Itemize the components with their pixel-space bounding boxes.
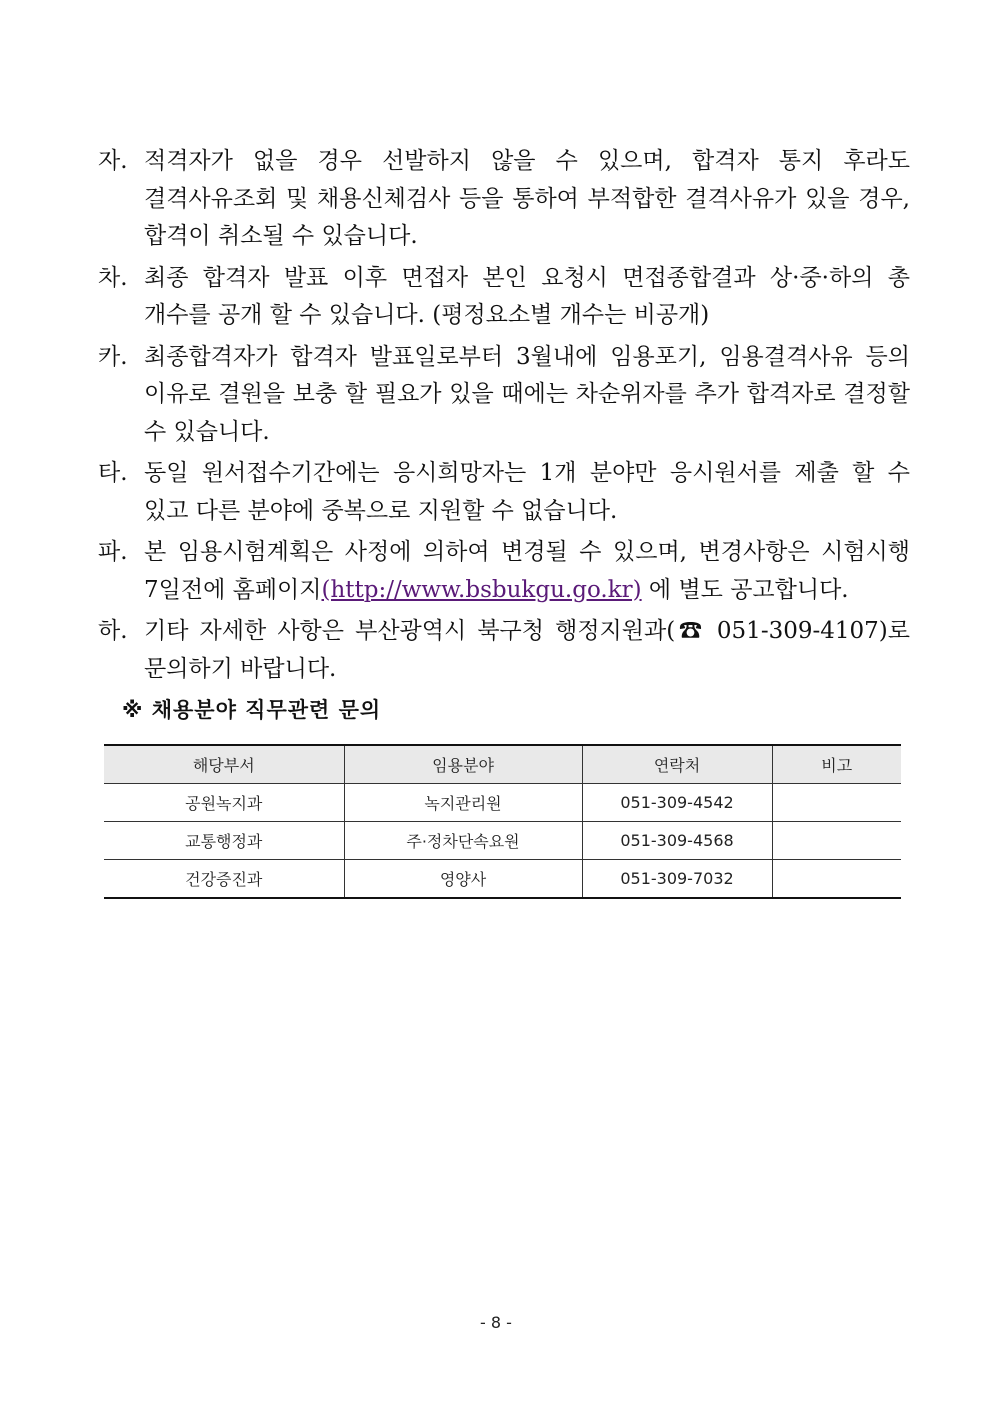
item-marker: 파. bbox=[98, 539, 128, 565]
table-row bbox=[104, 860, 901, 899]
item-text: 적격자가 없을 경우 선발하지 않을 수 있으며, 합격자 통지 후라도 결격사유조회 및 채용신체검사 등을 통하여 부적합한 결격사유가 있을 경우, 합격이 취소될 수 있습니다. bbox=[144, 148, 910, 249]
item-text bbox=[144, 534, 910, 609]
cell-department: 건강증진과 bbox=[104, 860, 344, 899]
cell-remarks bbox=[772, 860, 901, 899]
notice-item-ta bbox=[98, 455, 910, 530]
item-text: 동일 원서접수기간에는 응시희망자는 1개 분야만 응시원서를 제출 할 수 있고 다른 분야에 중복으로 지원할 수 없습니다. bbox=[144, 460, 910, 524]
item-marker: 타. bbox=[98, 460, 128, 486]
item-text-before-phone: 기타 자세한 사항은 부산광역시 북구청 행정지원과( bbox=[144, 618, 676, 644]
item-text: 최종합격자가 합격자 발표일로부터 3월내에 임용포기, 임용결격사유 등의 이유로 결원을 보충 할 필요가 있을 때에는 차순위자를 추가 합격자로 결정할 수 있습니다. bbox=[144, 343, 910, 445]
notice-items-list bbox=[98, 143, 910, 692]
cell-contact: 051-309-4568 bbox=[582, 822, 772, 860]
header-department: 해당부서 bbox=[104, 745, 344, 784]
cell-remarks bbox=[772, 784, 901, 822]
cell-contact: 051-309-4542 bbox=[582, 784, 772, 822]
cell-department: 공원녹지과 bbox=[104, 784, 344, 822]
notice-item-pa bbox=[98, 534, 910, 609]
cell-contact: 051-309-7032 bbox=[582, 860, 772, 899]
item-text bbox=[144, 613, 910, 688]
item-marker: 하. bbox=[98, 618, 128, 644]
phone-icon: ☎ bbox=[675, 618, 706, 644]
cell-remarks bbox=[772, 822, 901, 860]
item-text: 최종 합격자 발표 이후 면접자 본인 요청시 면접종합결과 상·중·하의 총 개수를 공개 할 수 있습니다. (평정요소별 개수는 비공개) bbox=[144, 264, 910, 328]
cell-field: 영양사 bbox=[344, 860, 582, 899]
table-row bbox=[104, 822, 901, 860]
header-remarks: 비고 bbox=[772, 745, 901, 784]
item-text-after-link: 에 별도 공고합니다. bbox=[641, 576, 849, 603]
table-row bbox=[104, 784, 901, 822]
cell-field: 녹지관리원 bbox=[344, 784, 582, 822]
homepage-link[interactable]: (http://www.bsbukgu.go.kr) bbox=[321, 576, 642, 603]
cell-department: 교통행정과 bbox=[104, 822, 344, 860]
inquiry-heading: ※ 채용분야 직무관련 문의 bbox=[122, 698, 382, 722]
item-marker: 자. bbox=[98, 148, 128, 174]
page-number: - 8 - bbox=[480, 1313, 512, 1332]
item-marker: 카. bbox=[98, 343, 128, 370]
item-text-after-phone: 051-309-4107)로 문의하기 바랍니다. bbox=[144, 618, 910, 682]
inquiry-table bbox=[104, 744, 901, 899]
notice-item-cha bbox=[98, 260, 910, 335]
cell-field: 주·정차단속요원 bbox=[344, 822, 582, 860]
item-text-before-link: 본 임용시험계획은 사정에 의하여 변경될 수 있으며, 변경사항은 시험시행 7일전에 홈페이지 bbox=[144, 539, 910, 603]
notice-item-ja bbox=[98, 143, 910, 256]
notice-item-ka bbox=[98, 339, 910, 452]
header-field: 임용분야 bbox=[344, 745, 582, 784]
header-contact: 연락처 bbox=[582, 745, 772, 784]
table-header-row bbox=[104, 745, 901, 784]
notice-item-ha bbox=[98, 613, 910, 688]
item-marker: 차. bbox=[98, 264, 128, 291]
